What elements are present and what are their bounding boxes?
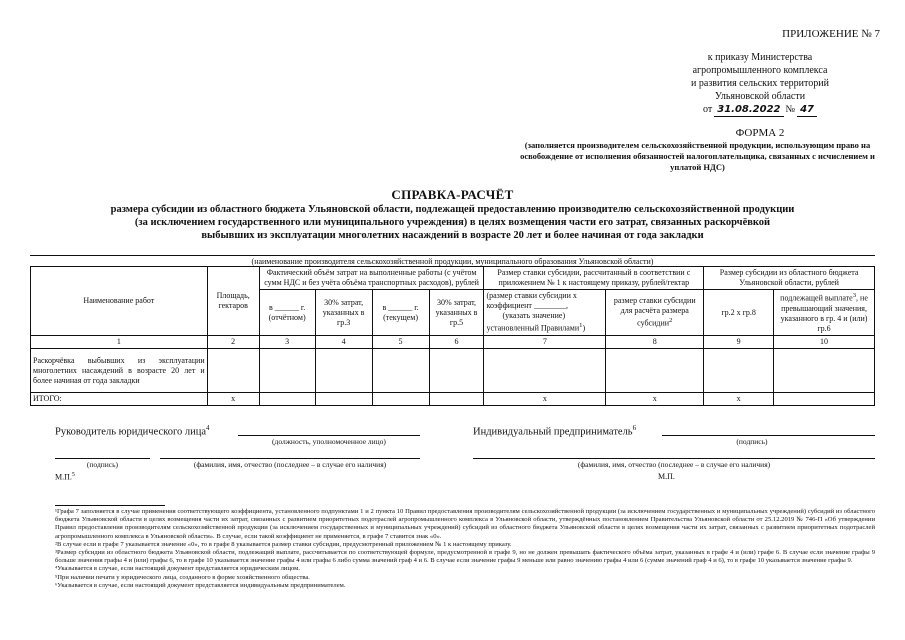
footnote-2: ²В случае если в графе 7 указывается значение «0», то в графе 8 указывается размер ставки субсидии, предусмотренный приложением № 1 к настоящему приказу. — [55, 540, 512, 548]
cell-7[interactable] — [484, 349, 606, 393]
cell-10[interactable] — [774, 349, 875, 393]
table-row — [31, 349, 875, 393]
ip-label-text: Индивидуальный предприниматель — [473, 426, 633, 438]
header-size-pay — [774, 290, 875, 336]
rate-coef-line-2: (указать значение) — [502, 311, 566, 321]
total-cell-5[interactable] — [372, 393, 429, 406]
rate-coef-line-3: установленный Правилами — [486, 323, 580, 333]
col-num-10: 10 — [774, 336, 875, 349]
col-num-3: 3 — [259, 336, 315, 349]
header-rate: Размер ставки субсидии, рассчитанный в соответствии с приложением № 1 к настоящему приказу, рублей/гектар — [484, 267, 704, 290]
header-rate-coef: (размер ставки субсидии х коэффициент ________, (указать значение) установленный Правилами$^1$) — [484, 290, 606, 336]
col-num-9: 9 — [704, 336, 774, 349]
total-cell-9: х — [704, 393, 774, 406]
order-from: от — [703, 104, 713, 115]
col-num-1: 1 — [31, 336, 208, 349]
appendix-block — [640, 28, 880, 140]
position-caption: (должность, уполномоченное лицо) — [272, 437, 386, 446]
cell-9[interactable] — [704, 349, 774, 393]
order-line-2: агропромышленного комплекса — [692, 65, 828, 76]
footnotes — [55, 508, 875, 590]
ip-fio-caption: (фамилия, имя, отчество (последнее – в случае его наличия) — [577, 460, 771, 469]
header-name: Наименование работ — [31, 267, 208, 336]
total-cell-3[interactable] — [259, 393, 315, 406]
position-line[interactable] — [238, 435, 420, 436]
order-line-4: Ульяновской области — [714, 91, 806, 102]
header-fact-cur-year: в ______ г. (текущем) — [372, 290, 429, 336]
order-line-1: к приказу Министерства — [707, 52, 813, 63]
ip-signature-line[interactable] — [662, 435, 875, 436]
col-num-6: 6 — [429, 336, 484, 349]
header-subsidy-size: Размер субсидии из областного бюджета Ульяновской области, рублей — [704, 267, 875, 290]
document-title — [30, 187, 875, 242]
cur-year-caption: (текущем) — [383, 312, 418, 322]
footnote-1: ¹Графа 7 заполняется в случае применения соответствующего коэффициента, установленного подпунктами 1 и 2 пункта 10 Правил предоставления производителям сельскохозяйственной продукции (за исключением государственных и муниципальных учреждений) субсидий из областного бюджета Ульяновской области в целях возмещения части их затрат, связанных с развитием приоритетных подотраслей агропромышленного комплекса в Ульяновской области, утверждённых постановлением Правительства Ульяновской области от 25.12.2019 № 746-П «Об утверждении Правил предоставления производителям сельскохозяйственной продукции (за исключением государственных и муниципальных учреждений) субсидий из областного бюджета Ульяновской области в целях возмещения части их затрат, связанных с развитием приоритетных подотраслей агропромышленного комплекса в Ульяновской области». В случае, если такой коэффициент не применяется, в графе 7 ставится знак «0». — [55, 508, 875, 540]
cell-4[interactable] — [315, 349, 372, 393]
footnote-3: ³Размер субсидии из областного бюджета Ульяновской области, подлежащий выплате, рассчитывается по соответствующей формуле, предусмотренной в графе 9, но не должен превышать фактического объёма затрат, указанных в графе 4 и (или) графе 6. В случае если значение графы 9 больше значения графы 4 и (или) графы 6, то в графе 10 указывается значение графы 4 или графы 6 либо сумма значений граф 4 и 6. В случае если значение графы 9 меньше или равно значению графы 4 или 6 (сумме значений граф 4 и 6), то в графе 10 указывается значение графы 9. — [55, 549, 875, 565]
prev-year-in: в — [269, 302, 273, 312]
rate-calc-sup: 2 — [669, 317, 673, 325]
producer-caption: (наименование производителя сельскохозяйственной продукции, муниципального образования Ульяновской области) — [30, 255, 875, 266]
total-cell-7: х — [484, 393, 606, 406]
stamp-sup: 5 — [71, 472, 75, 478]
ip-stamp-label: М.П. — [658, 472, 675, 481]
total-row — [31, 393, 875, 406]
header-fact-30-a: 30% затрат, указанных в гр.3 — [315, 290, 372, 336]
appendix-title: ПРИЛОЖЕНИЕ № 7 — [782, 28, 880, 40]
ip-label — [473, 424, 636, 438]
total-cell-8: х — [606, 393, 704, 406]
head-label — [55, 424, 210, 438]
size-pay-text: подлежащей выплате — [780, 293, 853, 303]
ip-signature-caption: (подпись) — [736, 437, 768, 446]
order-number: 47 — [797, 103, 817, 117]
title-main: СПРАВКА-РАСЧЁТ — [391, 187, 514, 202]
total-cell-4[interactable] — [315, 393, 372, 406]
header-size-calc: гр.2 х гр.8 — [704, 290, 774, 336]
cell-8[interactable] — [606, 349, 704, 393]
footnote-separator — [55, 505, 165, 506]
fio-caption: (фамилия, имя, отчество (последнее – в случае его наличия) — [193, 460, 387, 469]
rate-coef-sup: 1 — [579, 322, 583, 330]
header-fact-costs: Фактический объём затрат на выполненные работы (с учётом сумм НДС и без учёта объёма транспортных расходов), рублей — [259, 267, 484, 290]
total-cell-6[interactable] — [429, 393, 484, 406]
row-work-name: Раскорчёвка выбывших из эксплуатации многолетних насаждений в возрасте 20 лет и более начиная от года закладки — [31, 349, 208, 393]
title-line-1: размера субсидии из областного бюджета Ульяновской области, подлежащей предоставлению производителю сельскохозяйственной продукции — [110, 204, 795, 215]
rate-calc-text: размер ставки субсидии для расчёта размера субсидии — [613, 296, 696, 328]
col-num-7: 7 — [484, 336, 606, 349]
form-note: (заполняется производителем сельскохозяйственной продукции, использующим право на освобождение от исполнения обязанностей налогоплательщика, связанных с исчислением и уплатой НДС) — [520, 140, 875, 172]
cur-year-g: г. — [414, 302, 419, 312]
cell-3[interactable] — [259, 349, 315, 393]
prev-year-g: г. — [300, 302, 306, 312]
prev-year-caption: (отчётном) — [268, 312, 306, 322]
rate-coef-line-1: (размер ставки субсидии х коэффициент — [486, 291, 577, 311]
signature-caption: (подпись) — [86, 460, 119, 469]
cell-2[interactable] — [207, 349, 259, 393]
col-num-5: 5 — [372, 336, 429, 349]
header-fact-prev-year: в ______ г. (отчётном) — [259, 290, 315, 336]
head-label-text: Руководитель юридического лица — [55, 426, 207, 438]
fio-line[interactable] — [160, 458, 420, 459]
total-cell-2: х — [207, 393, 259, 406]
size-pay-sup: 3 — [852, 292, 857, 300]
size-pay-text-2: , не превышающий значения, указанного в гр. 4 и (или) гр.6 — [780, 293, 868, 333]
order-date: 31.08.2022 — [714, 103, 783, 117]
col-num-2: 2 — [207, 336, 259, 349]
order-line-3: и развития сельских территорий — [691, 78, 829, 89]
form-number: ФОРМА 2 — [735, 127, 785, 139]
col-num-8: 8 — [606, 336, 704, 349]
footnote-4: ⁴Указывается в случае, если настоящий документ представляется юридическим лицом. — [55, 565, 300, 573]
signature-line[interactable] — [55, 458, 150, 459]
column-numbers-row — [31, 336, 875, 349]
stamp-label — [55, 472, 75, 482]
calculation-table — [30, 266, 875, 406]
total-cell-10[interactable] — [774, 393, 875, 406]
head-label-sup: 4 — [206, 424, 210, 432]
ip-fio-line[interactable] — [473, 458, 875, 459]
title-line-2: (за исключением государственного или муниципального учреждения) в целях возмещения части его затрат, связанных раскорчёвкой — [134, 217, 771, 228]
ip-label-sup: 6 — [632, 424, 637, 432]
col-num-4: 4 — [315, 336, 372, 349]
total-label: ИТОГО: — [31, 393, 208, 406]
header-fact-30-b: 30% затрат, указанных в гр.5 — [429, 290, 484, 336]
header-area: Площадь, гектаров — [207, 267, 259, 336]
cell-6[interactable] — [429, 349, 484, 393]
order-date-line — [640, 103, 880, 117]
stamp-text: М.П. — [55, 472, 72, 482]
cell-5[interactable] — [372, 349, 429, 393]
footnote-5: ⁵При наличии печати у юридического лица, созданного в форме хозяйственного общества. — [55, 573, 310, 581]
order-no-label: № — [785, 104, 796, 115]
cur-year-in: в — [382, 302, 387, 312]
header-rate-calc — [606, 290, 704, 336]
title-line-3: выбывших из эксплуатации многолетних насаждений в возрасте 20 лет и более начиная от года закладки — [201, 230, 704, 241]
footnote-6: ⁶Указывается в случае, если настоящий документ представляется индивидуальным предпринимателем. — [55, 581, 346, 589]
